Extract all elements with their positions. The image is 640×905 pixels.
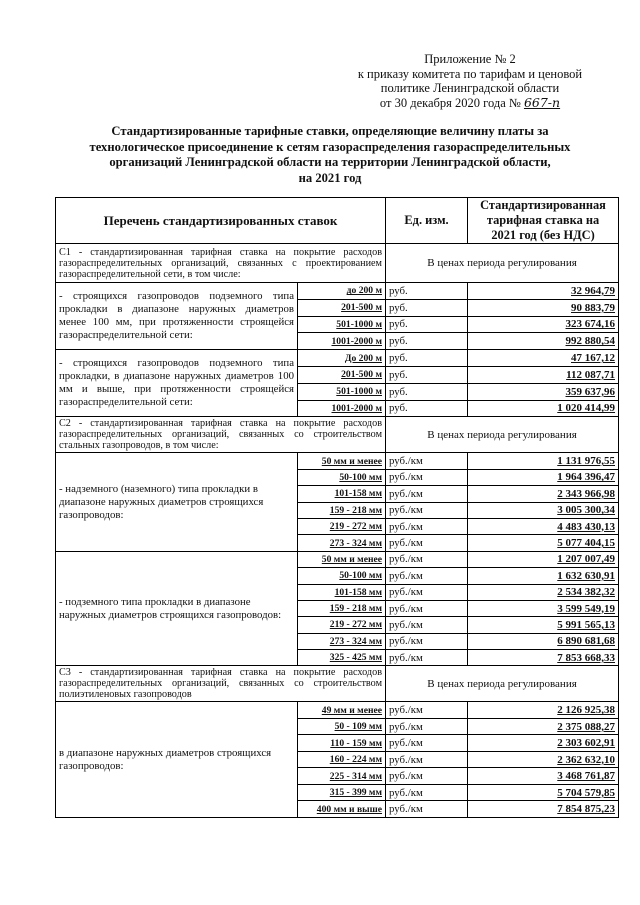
value-cell: 2 343 966,98 — [468, 486, 619, 502]
document-title — [70, 124, 590, 186]
unit-cell: руб. — [386, 283, 468, 300]
range-cell: 501-1000 м — [298, 383, 386, 400]
table-row — [56, 453, 619, 469]
unit-cell: руб./км — [386, 617, 468, 633]
appendix-line: к приказу комитета по тарифам и ценовой — [357, 66, 583, 81]
section-c2-text: С2 - стандартизированная тарифная ставка на покрытие расходов газораспределительных организаций, связанных со строительством стальных газопроводов, в том числе: — [56, 417, 386, 453]
title-line: технологическое присоединение к сетям газораспределения газораспределительных — [89, 139, 571, 154]
value-cell: 3 005 300,34 — [468, 502, 619, 518]
table-header-row — [56, 198, 619, 244]
c1-group2-label: - строящихся газопроводов подземного типа прокладки, в диапазоне наружных диаметров 100 мм и выше, при протяженности строящейся газораспределительной сети: — [56, 350, 298, 417]
unit-cell: руб./км — [386, 518, 468, 534]
value-cell: 32 964,79 — [468, 283, 619, 300]
range-cell: 159 - 218 мм — [298, 600, 386, 616]
value-cell: 2 534 382,32 — [468, 584, 619, 600]
table-row — [56, 702, 619, 719]
range-cell: 50-100 мм — [298, 469, 386, 485]
section-row-c1 — [56, 244, 619, 283]
value-cell: 7 854 875,23 — [468, 801, 619, 818]
range-cell: 50 мм и менее — [298, 551, 386, 567]
value-cell: 3 468 761,87 — [468, 768, 619, 785]
title-line: Стандартизированные тарифные ставки, определяющие величину платы за — [111, 124, 549, 138]
header-rate — [468, 198, 619, 244]
appendix-line: политике Ленинградской области — [380, 81, 560, 95]
value-cell: 5 077 404,15 — [468, 535, 619, 551]
header-list: Перечень стандартизированных ставок — [56, 198, 386, 244]
appendix-header — [320, 52, 620, 110]
range-cell: 49 мм и менее — [298, 702, 386, 719]
value-cell: 2 126 925,38 — [468, 702, 619, 719]
section-c1-note: В ценах периода регулирования — [386, 244, 619, 283]
value-cell: 112 087,71 — [468, 366, 619, 383]
order-number: 667-п — [523, 94, 561, 110]
unit-cell: руб. — [386, 316, 468, 333]
value-cell: 1 131 976,55 — [468, 453, 619, 469]
c3-group1-label: в диапазоне наружных диаметров строящихся газопроводов: — [56, 702, 298, 818]
header-rate-line: тарифная ставка на — [486, 213, 600, 227]
range-cell: 273 - 324 мм — [298, 633, 386, 649]
range-cell: 101-158 мм — [298, 584, 386, 600]
value-cell: 5 991 565,13 — [468, 617, 619, 633]
value-cell: 6 890 681,68 — [468, 633, 619, 649]
value-cell: 323 674,16 — [468, 316, 619, 333]
value-cell: 2 362 632,10 — [468, 751, 619, 768]
appendix-date-line — [320, 96, 620, 111]
section-row-c2 — [56, 417, 619, 453]
value-cell: 3 599 549,19 — [468, 600, 619, 616]
table-row — [56, 350, 619, 367]
unit-cell: руб./км — [386, 600, 468, 616]
unit-cell: руб./км — [386, 751, 468, 768]
range-cell: до 200 м — [298, 283, 386, 300]
value-cell: 47 167,12 — [468, 350, 619, 367]
range-cell: 1001-2000 м — [298, 400, 386, 417]
range-cell: 273 - 324 мм — [298, 535, 386, 551]
range-cell: 315 - 399 мм — [298, 784, 386, 801]
unit-cell: руб./км — [386, 584, 468, 600]
unit-cell: руб./км — [386, 702, 468, 719]
unit-cell: руб./км — [386, 469, 468, 485]
range-cell: 50-100 мм — [298, 568, 386, 584]
unit-cell: руб. — [386, 299, 468, 316]
value-cell: 359 637,96 — [468, 383, 619, 400]
unit-cell: руб./км — [386, 568, 468, 584]
value-cell: 2 375 088,27 — [468, 718, 619, 735]
unit-cell: руб./км — [386, 718, 468, 735]
rates-table — [55, 197, 619, 818]
table-row — [56, 551, 619, 567]
title-line: на 2021 год — [298, 170, 362, 185]
unit-cell: руб./км — [386, 453, 468, 469]
unit-cell: руб. — [386, 350, 468, 367]
unit-cell: руб./км — [386, 502, 468, 518]
table-row — [56, 283, 619, 300]
value-cell: 992 880,54 — [468, 333, 619, 350]
range-cell: 201-500 м — [298, 299, 386, 316]
range-cell: 219 - 272 мм — [298, 617, 386, 633]
range-cell: До 200 м — [298, 350, 386, 367]
header-rate-line: Стандартизированная — [480, 198, 606, 212]
value-cell: 1 632 630,91 — [468, 568, 619, 584]
range-cell: 201-500 м — [298, 366, 386, 383]
value-cell: 5 704 579,85 — [468, 784, 619, 801]
unit-cell: руб./км — [386, 784, 468, 801]
unit-cell: руб./км — [386, 551, 468, 567]
value-cell: 1 020 414,99 — [468, 400, 619, 417]
unit-cell: руб. — [386, 333, 468, 350]
range-cell: 501-1000 м — [298, 316, 386, 333]
unit-cell: руб. — [386, 383, 468, 400]
header-unit: Ед. изм. — [386, 198, 468, 244]
range-cell: 160 - 224 мм — [298, 751, 386, 768]
unit-cell: руб./км — [386, 768, 468, 785]
section-row-c3 — [56, 666, 619, 702]
appendix-date: от 30 декабря 2020 года № — [379, 95, 521, 110]
unit-cell: руб./км — [386, 735, 468, 752]
range-cell: 219 - 272 мм — [298, 518, 386, 534]
section-c1-text: С1 - стандартизированная тарифная ставка на покрытие расходов газораспределительных организаций, связанных с проектированием газораспределительной сети, в том числе: — [56, 244, 386, 283]
range-cell: 1001-2000 м — [298, 333, 386, 350]
range-cell: 50 - 109 мм — [298, 718, 386, 735]
unit-cell: руб./км — [386, 633, 468, 649]
unit-cell: руб. — [386, 400, 468, 417]
value-cell: 4 483 430,13 — [468, 518, 619, 534]
range-cell: 325 - 425 мм — [298, 650, 386, 666]
value-cell: 2 303 602,91 — [468, 735, 619, 752]
range-cell: 101-158 мм — [298, 486, 386, 502]
c2-group1-label: - надземного (наземного) типа прокладки в диапазоне наружных диаметров строящихся газопроводов: — [56, 453, 298, 551]
value-cell: 90 883,79 — [468, 299, 619, 316]
value-cell: 1 964 396,47 — [468, 469, 619, 485]
value-cell: 1 207 007,49 — [468, 551, 619, 567]
unit-cell: руб./км — [386, 650, 468, 666]
section-c2-note: В ценах периода регулирования — [386, 417, 619, 453]
unit-cell: руб./км — [386, 801, 468, 818]
range-cell: 50 мм и менее — [298, 453, 386, 469]
range-cell: 159 - 218 мм — [298, 502, 386, 518]
unit-cell: руб. — [386, 366, 468, 383]
value-cell: 7 853 668,33 — [468, 650, 619, 666]
unit-cell: руб./км — [386, 535, 468, 551]
appendix-line: Приложение № 2 — [424, 52, 516, 66]
title-line: организаций Ленинградской области на территории Ленинградской области, — [109, 155, 551, 170]
c1-group1-label: - строящихся газопроводов подземного типа прокладки в диапазоне наружных диаметров менее 100 мм, при протяженности строящейся газораспределительной сети: — [56, 283, 298, 350]
range-cell: 400 мм и выше — [298, 801, 386, 818]
header-rate-line: 2021 год (без НДС) — [491, 228, 595, 242]
range-cell: 225 - 314 мм — [298, 768, 386, 785]
unit-cell: руб./км — [386, 486, 468, 502]
section-c3-text: С3 - стандартизированная тарифная ставка на покрытие расходов газораспределительных организаций, связанных со строительством полиэтиленовых газопроводов — [56, 666, 386, 702]
range-cell: 110 - 159 мм — [298, 735, 386, 752]
section-c3-note: В ценах периода регулирования — [386, 666, 619, 702]
c2-group2-label: - подземного типа прокладки в диапазоне наружных диаметров строящихся газопроводов: — [56, 551, 298, 666]
